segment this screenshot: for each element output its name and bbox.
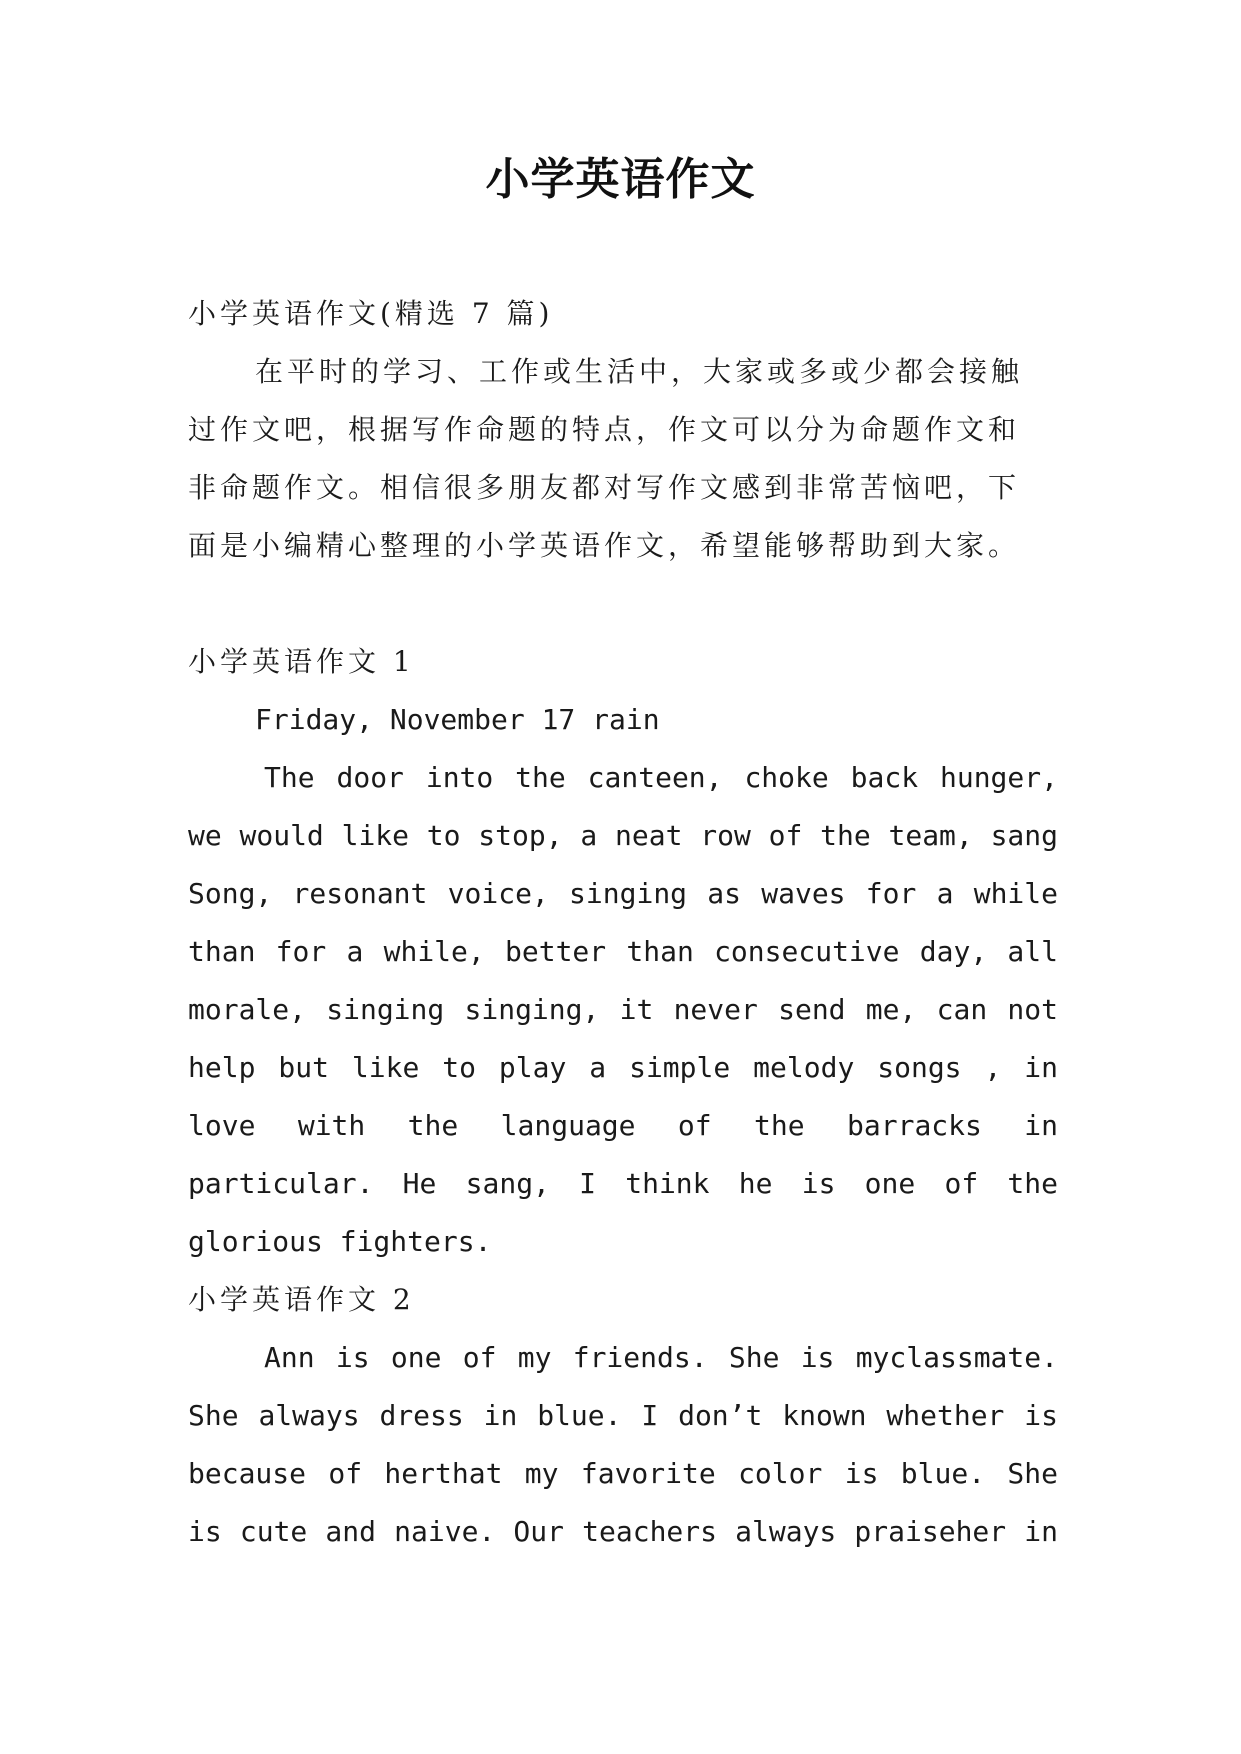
essay1-line: we would like to stop, a neat row of the team, sang [188, 819, 1058, 852]
intro-line: 过作文吧，根据写作命题的特点，作文可以分为命题作文和 [188, 413, 1021, 446]
essay1-line: love with the language of the barracks in [188, 1109, 1058, 1142]
essay2-line: Ann is one of my friends. She is myclassmate. [264, 1341, 1058, 1374]
intro-line: 在平时的学习、工作或生活中，大家或多或少都会接触 [255, 355, 1024, 388]
document-title: 小学英语作文 [485, 154, 756, 205]
essay2-line: because of herthat my favorite color is blue. She [188, 1457, 1058, 1490]
essay2-line: is cute and naive. Our teachers always praiseher in [188, 1515, 1058, 1548]
essay1-line: Song, resonant voice, singing as waves for a while [188, 877, 1058, 910]
essay1-line: particular. He sang, I think he is one of the [188, 1167, 1058, 1200]
essay1-line: help but like to play a simple melody songs , in [188, 1051, 1058, 1084]
essay1-line: than for a while, better than consecutive day, all [188, 935, 1058, 968]
essay1-heading: 小学英语作文 1 [188, 645, 415, 678]
essay1-line: The door into the canteen, choke back hunger, [264, 761, 1058, 794]
intro-line: 非命题作文。相信很多朋友都对写作文感到非常苦恼吧，下 [188, 471, 1021, 504]
document-body [188, 285, 1058, 1561]
essay2-heading: 小学英语作文 2 [188, 1283, 415, 1316]
subtitle: 小学英语作文(精选 7 篇) [188, 297, 554, 330]
essay1-line: morale, singing singing, it never send me, can not [188, 993, 1058, 1026]
intro-line: 面是小编精心整理的小学英语作文，希望能够帮助到大家。 [188, 529, 1021, 562]
essay1-line: glorious fighters. [188, 1225, 492, 1258]
essay1-date: Friday, November 17 rain [255, 703, 660, 736]
essay2-line: She always dress in blue. I don’t known whether is [188, 1399, 1058, 1432]
paragraph-gap [188, 575, 1058, 633]
